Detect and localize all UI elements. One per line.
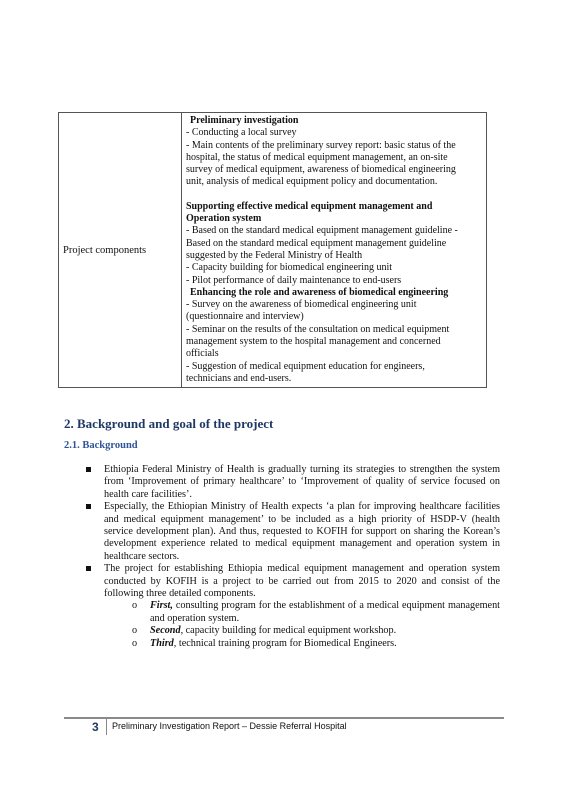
- square-bullet-icon: [86, 504, 91, 509]
- square-bullet-icon: [86, 467, 91, 472]
- content-line: Based on the standard medical equipment management guideline: [186, 237, 447, 249]
- spacer: [186, 189, 482, 201]
- list-item: [86, 501, 500, 563]
- content-line: survey of medical equipment, awareness of biomedical engineering: [186, 164, 456, 176]
- circle-bullet-icon: o: [132, 637, 138, 649]
- content-line: - Capacity building for biomedical engineering unit: [186, 262, 393, 274]
- content-line: - Main contents of the preliminary survey report: basic status of the: [186, 139, 456, 151]
- circle-bullet-icon: o: [132, 625, 138, 637]
- sub-list-item: [132, 600, 500, 625]
- section-title-supporting: Supporting effective medical equipment management and: [186, 200, 433, 212]
- content-line: - Suggestion of medical equipment education for engineers,: [186, 360, 425, 372]
- content-line: management system to the hospital management and concerned: [186, 336, 441, 348]
- content-line: officials: [186, 348, 219, 360]
- sub-item-lead: Third: [150, 637, 174, 649]
- circle-bullet-icon: o: [132, 600, 138, 612]
- list-item: [86, 563, 500, 650]
- content-line: - Based on the standard medical equipment management guideline -: [186, 225, 458, 237]
- footer-divider: [64, 717, 504, 719]
- list-item: [86, 464, 500, 501]
- row-content: [182, 113, 487, 388]
- square-bullet-icon: [86, 566, 91, 571]
- content-line: hospital, the status of medical equipment management, an on-site: [186, 151, 448, 163]
- project-components-table: [58, 112, 487, 388]
- sub-item-lead: First,: [150, 600, 173, 612]
- sub-item-text: , technical training program for Biomedical Engineers.: [173, 637, 397, 649]
- bullet-text: Especially, the Ethiopian Ministry of Health expects ‘a plan for improving healthcare facilities and medical equipment management’ to be included as a high priority of HSDP-V (health service development plan). And thus, requested to KOFIH for support on sharing the Korean’s development experience related to medical equipment management and operation system in healthcare sectors.: [104, 501, 500, 562]
- sub-item-lead: Second: [150, 625, 181, 637]
- component-sublist: [104, 600, 500, 650]
- bullet-text: Ethiopia Federal Ministry of Health is gradually turning its strategies to strengthen the system from ‘Improvement of primary healthcare’ to ‘Improvement of quality of service focused on health care facilities’.: [104, 464, 500, 500]
- content-line: - Survey on the awareness of biomedical engineering unit: [186, 299, 417, 311]
- content-line: - Seminar on the results of the consultation on medical equipment: [186, 323, 450, 335]
- footer-separator: [106, 719, 107, 735]
- table-row: [59, 113, 487, 388]
- sub-item-text: consulting program for the establishment of a medical equipment management and operation system.: [150, 600, 500, 624]
- page-number: 3: [92, 720, 99, 734]
- content-line: suggested by the Federal Ministry of Health: [186, 249, 363, 261]
- content-line: - Conducting a local survey: [186, 127, 297, 139]
- sub-list-item: [132, 638, 500, 650]
- bullet-text: The project for establishing Ethiopia medical equipment management and operation system conducted by KOFIH is a project to be carried out from 2015 to 2020 and consist of the following three detailed components.: [104, 563, 500, 600]
- section-title-supporting-cont: Operation system: [186, 213, 262, 225]
- content-line: (questionnaire and interview): [186, 311, 304, 323]
- background-bullet-list: [86, 464, 500, 650]
- section-title-enhancing: Enhancing the role and awareness of biomedical engineering: [190, 286, 449, 298]
- content-line: technicians and end-users.: [186, 372, 292, 384]
- sub-item-text: , capacity building for medical equipment workshop.: [180, 625, 397, 637]
- content-line: - Pilot performance of daily maintenance to end-users: [186, 274, 402, 286]
- section-heading: 2. Background and goal of the project: [64, 416, 274, 431]
- subsection-heading: 2.1. Background: [64, 440, 138, 451]
- sub-list-item: [132, 625, 500, 637]
- content-line: unit, analysis of medical equipment policy and documentation.: [186, 176, 438, 188]
- section-title-preliminary: Preliminary investigation: [190, 115, 299, 126]
- footer-title: Preliminary Investigation Report – Dessie Referral Hospital: [112, 721, 347, 731]
- row-label: Project components: [59, 113, 182, 388]
